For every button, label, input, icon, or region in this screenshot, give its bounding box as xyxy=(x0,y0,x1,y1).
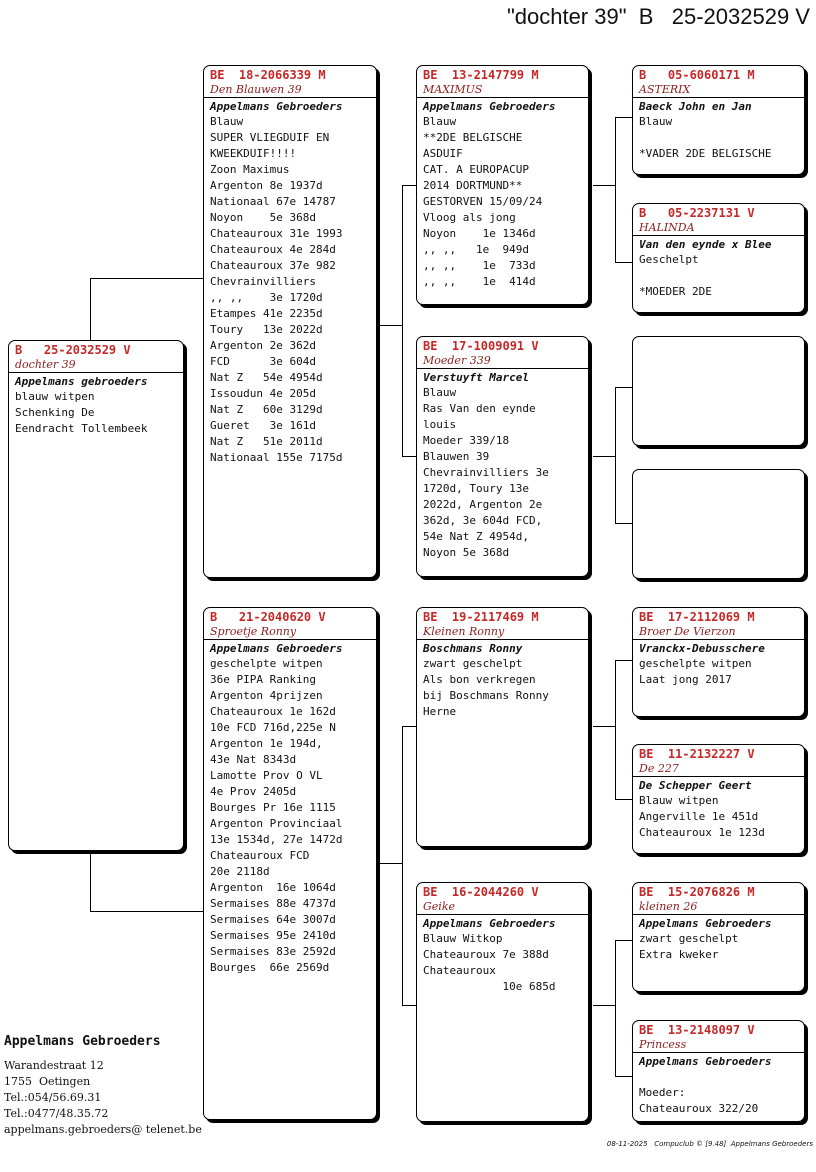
pigeon-card-mm-father[interactable] xyxy=(632,882,805,992)
info-line: 4e Prov 2405d xyxy=(210,785,297,798)
info-line: Blauw xyxy=(423,115,457,128)
connector xyxy=(615,387,633,388)
info-line: Etampes 41e 2235d xyxy=(210,307,323,320)
info-line: *MOEDER 2DE xyxy=(639,285,712,298)
pigeon-card-mf-father[interactable] xyxy=(632,607,805,717)
info-line: Angerville 1e 451d xyxy=(639,810,759,823)
info-line: *VADER 2DE BELGISCHE xyxy=(639,147,772,160)
ring-number: BE 19-2117469 M xyxy=(423,610,539,624)
owner-name: Vranckx-Debusschere xyxy=(639,642,765,655)
page-title: "dochter 39" B 25-2032529 V xyxy=(506,4,810,29)
info-line: Nat Z 51e 2011d xyxy=(210,435,323,448)
info-line: zwart geschelpt xyxy=(639,932,739,945)
pigeon-name: Kleinen Ronny xyxy=(417,625,588,640)
info-line: 362d, 3e 604d FCD, xyxy=(423,514,543,527)
info-line: Geschelpt xyxy=(639,253,699,266)
info-line: Herne xyxy=(423,705,457,718)
connector xyxy=(615,799,633,800)
ring-number: B 05-6060171 M xyxy=(639,68,755,82)
info-line: 2014 DORTMUND** xyxy=(423,179,523,192)
info-line: Blauw xyxy=(639,115,673,128)
connector xyxy=(615,940,616,1077)
info-line: Chateauroux 322/20 xyxy=(639,1102,759,1115)
info-line: Nat Z 54e 4954d xyxy=(210,371,323,384)
breeder-info xyxy=(4,1034,202,1138)
info-line: Sermaises 88e 4737d xyxy=(210,897,336,910)
info-line: SUPER VLIEGDUIF EN xyxy=(210,131,330,144)
breeder-mobile: Tel.:0477/48.35.72 xyxy=(4,1107,109,1120)
connector xyxy=(615,523,633,524)
info-line: Blauw xyxy=(423,386,457,399)
info-line: CAT. A EUROPACUP xyxy=(423,163,529,176)
connector xyxy=(402,185,403,457)
info-line: KWEEKDUIF!!!! xyxy=(210,147,297,160)
owner-name: Van den eynde x Blee xyxy=(639,238,772,251)
pigeon-card-father[interactable] xyxy=(203,65,377,578)
ring-number: BE 11-2132227 V xyxy=(639,747,755,761)
info-line: Chevrainvilliers xyxy=(210,275,316,288)
ring-number: BE 17-1009091 V xyxy=(423,339,539,353)
info-line: ,, ,, 1e 414d xyxy=(423,275,536,288)
breeder-city: 1755 Oetingen xyxy=(4,1075,91,1088)
info-line: Bourges 66e 2569d xyxy=(210,961,330,974)
info-line: Sermaises 64e 3007d xyxy=(210,913,336,926)
info-line: Chateauroux 7e 388d xyxy=(423,948,549,961)
pigeon-card-fm-father[interactable] xyxy=(632,336,805,446)
info-line: Argenton Provinciaal xyxy=(210,817,343,830)
pigeon-card-father-father[interactable] xyxy=(416,65,589,305)
connector xyxy=(90,278,91,340)
owner-name: Appelmans Gebroeders xyxy=(639,1055,772,1068)
connector xyxy=(615,262,633,263)
connector xyxy=(402,185,417,186)
pigeon-name: dochter 39 xyxy=(9,358,183,373)
info-line: Zoon Maximus xyxy=(210,163,290,176)
pigeon-card-mf-mother[interactable] xyxy=(632,744,805,854)
info-line: Chateauroux 37e 982 xyxy=(210,259,336,272)
info-line: **2DE BELGISCHE xyxy=(423,131,523,144)
owner-name: Baeck John en Jan xyxy=(639,100,752,113)
info-line: 13e 1534d, 27e 1472d xyxy=(210,833,343,846)
pigeon-card-father-mother[interactable] xyxy=(416,336,589,577)
pigeon-name: ASTERIX xyxy=(633,83,804,98)
info-line: Blauw xyxy=(210,115,244,128)
info-line: Blauw witpen xyxy=(639,794,719,807)
pigeon-name: Geike xyxy=(417,900,588,915)
ring-number: BE 17-2112069 M xyxy=(639,610,755,624)
owner-name: Appelmans gebroeders xyxy=(15,375,148,388)
pigeon-card-mother-mother[interactable] xyxy=(416,882,589,1122)
info-line: Chevrainvilliers 3e xyxy=(423,466,549,479)
info-line: 36e PIPA Ranking xyxy=(210,673,316,686)
info-line: Sermaises 83e 2592d xyxy=(210,945,336,958)
connector xyxy=(593,726,615,727)
pigeon-name: Princess xyxy=(633,1038,804,1053)
info-line: Eendracht Tollembeek xyxy=(15,422,148,435)
info-line: Argenton 16e 1064d xyxy=(210,881,336,894)
info-line: Nat Z 60e 3129d xyxy=(210,403,323,416)
connector xyxy=(402,726,417,727)
pigeon-card-mm-mother[interactable] xyxy=(632,1020,805,1122)
info-line: Argenton 8e 1937d xyxy=(210,179,323,192)
info-line: zwart geschelpt xyxy=(423,657,523,670)
info-line xyxy=(633,130,804,146)
owner-name: De Schepper Geert xyxy=(639,779,752,792)
info-line: Lamotte Prov O VL xyxy=(210,769,323,782)
breeder-name: Appelmans Gebroeders xyxy=(4,1034,161,1049)
info-line: Gueret 3e 161d xyxy=(210,419,316,432)
info-line: ,, ,, 3e 1720d xyxy=(210,291,323,304)
ring-number: BE 18-2066339 M xyxy=(210,68,326,82)
info-line: Noyon 5e 368d xyxy=(210,211,316,224)
info-line: Chateauroux 1e 123d xyxy=(639,826,765,839)
connector xyxy=(90,852,91,912)
pigeon-name: Moeder 339 xyxy=(417,354,588,369)
info-line: Ras Van den eynde xyxy=(423,402,536,415)
info-line xyxy=(633,268,804,284)
info-line: Moeder 339/18 xyxy=(423,434,510,447)
owner-name: Appelmans Gebroeders xyxy=(423,917,556,930)
info-line: 43e Nat 8343d xyxy=(210,753,297,766)
info-line: Nationaal 155e 7175d xyxy=(210,451,343,464)
connector xyxy=(615,1076,633,1077)
breeder-phone: Tel.:054/56.69.31 xyxy=(4,1091,102,1104)
pigeon-card-mother[interactable] xyxy=(203,607,377,1120)
info-line: Argenton 2e 362d xyxy=(210,339,316,352)
info-line: Nationaal 67e 14787 xyxy=(210,195,336,208)
pigeon-name: HALINDA xyxy=(633,221,804,236)
pigeon-name: Den Blauwen 39 xyxy=(204,83,376,98)
pigeon-card-self[interactable] xyxy=(8,340,184,851)
info-line xyxy=(633,1069,804,1085)
owner-name: Appelmans Gebroeders xyxy=(639,917,772,930)
breeder-email: appelmans.gebroeders@ telenet.be xyxy=(4,1123,202,1136)
info-line: Sermaises 95e 2410d xyxy=(210,929,336,942)
pigeon-name: MAXIMUS xyxy=(417,83,588,98)
connector xyxy=(593,1005,615,1006)
ring-number: BE 13-2148097 V xyxy=(639,1023,755,1037)
info-line: 10e FCD 716d,225e N xyxy=(210,721,336,734)
pigeon-name: Broer De Vierzon xyxy=(633,625,804,640)
info-line: geschelpte witpen xyxy=(210,657,323,670)
info-line: Laat jong 2017 xyxy=(639,673,732,686)
info-line: Noyon 5e 368d xyxy=(423,546,510,559)
info-line: Toury 13e 2022d xyxy=(210,323,323,336)
pigeon-card-fm-mother[interactable] xyxy=(632,469,805,579)
info-line: Issoudun 4e 205d xyxy=(210,387,316,400)
info-line: louis xyxy=(423,418,457,431)
owner-name: Appelmans Gebroeders xyxy=(210,100,343,113)
info-line: Schenking De xyxy=(15,406,95,419)
info-line: Chateauroux 31e 1993 xyxy=(210,227,343,240)
info-line: Argenton 4prijzen xyxy=(210,689,323,702)
connector xyxy=(402,726,403,1006)
info-line: Vloog als jong xyxy=(423,211,516,224)
info-line: Blauw Witkop xyxy=(423,932,503,945)
connector xyxy=(615,660,633,661)
owner-name: Boschmans Ronny xyxy=(423,642,523,655)
connector xyxy=(615,117,616,263)
connector xyxy=(90,911,205,912)
pigeon-name: kleinen 26 xyxy=(633,900,804,915)
pigeon-card-ff-mother[interactable] xyxy=(632,203,805,313)
info-line: Chateauroux xyxy=(423,964,496,977)
info-line: FCD 3e 604d xyxy=(210,355,316,368)
pigeon-card-mother-father[interactable] xyxy=(416,607,589,847)
info-line: Argenton 1e 194d, xyxy=(210,737,323,750)
breeder-address: Warandestraat 12 xyxy=(4,1059,104,1072)
owner-name: Verstuyft Marcel xyxy=(423,371,529,384)
connector xyxy=(402,456,417,457)
info-line: Chateauroux 1e 162d xyxy=(210,705,336,718)
info-line: Moeder: xyxy=(639,1086,686,1099)
info-line: ASDUIF xyxy=(423,147,463,160)
info-line: ,, ,, 1e 733d xyxy=(423,259,536,272)
info-line: Blauwen 39 xyxy=(423,450,490,463)
owner-name: Appelmans Gebroeders xyxy=(210,642,343,655)
connector xyxy=(615,117,633,118)
info-line: bij Boschmans Ronny xyxy=(423,689,549,702)
info-line: Noyon 1e 1346d xyxy=(423,227,536,240)
info-line: 10e 685d xyxy=(423,980,556,993)
connector xyxy=(615,387,616,524)
info-line: Extra kweker xyxy=(639,948,719,961)
info-line: 54e Nat Z 4954d, xyxy=(423,530,529,543)
ring-number: B 21-2040620 V xyxy=(210,610,326,624)
ring-number: BE 13-2147799 M xyxy=(423,68,539,82)
connector xyxy=(615,940,633,941)
info-line: ,, ,, 1e 949d xyxy=(423,243,529,256)
info-line: 1720d, Toury 13e xyxy=(423,482,529,495)
pigeon-name: Sproetje Ronny xyxy=(204,625,376,640)
info-line: 20e 2118d xyxy=(210,865,270,878)
ring-number: BE 16-2044260 V xyxy=(423,885,539,899)
owner-name: Appelmans Gebroeders xyxy=(423,100,556,113)
connector xyxy=(402,1005,417,1006)
info-line: Chateauroux FCD xyxy=(210,849,310,862)
ring-number: BE 15-2076826 M xyxy=(639,885,755,899)
info-line: GESTORVEN 15/09/24 xyxy=(423,195,543,208)
ring-number: B 05-2237131 V xyxy=(639,206,755,220)
ring-number: B 25-2032529 V xyxy=(15,343,131,357)
connector xyxy=(615,660,616,800)
print-footnote: 08-11-2025 Compuclub © [9.48] Appelmans Gebroeders xyxy=(606,1140,813,1148)
info-line: Als bon verkregen xyxy=(423,673,536,686)
connector xyxy=(380,325,402,326)
info-line: Bourges Pr 16e 1115 xyxy=(210,801,336,814)
info-line: geschelpte witpen xyxy=(639,657,752,670)
connector xyxy=(380,863,402,864)
info-line: blauw witpen xyxy=(15,390,95,403)
pigeon-card-ff-father[interactable] xyxy=(632,65,805,175)
pigeon-name: De 227 xyxy=(633,762,804,777)
connector xyxy=(593,456,615,457)
info-line: 2022d, Argenton 2e xyxy=(423,498,543,511)
connector xyxy=(90,278,205,279)
connector xyxy=(593,185,615,186)
info-line: Chateauroux 4e 284d xyxy=(210,243,336,256)
